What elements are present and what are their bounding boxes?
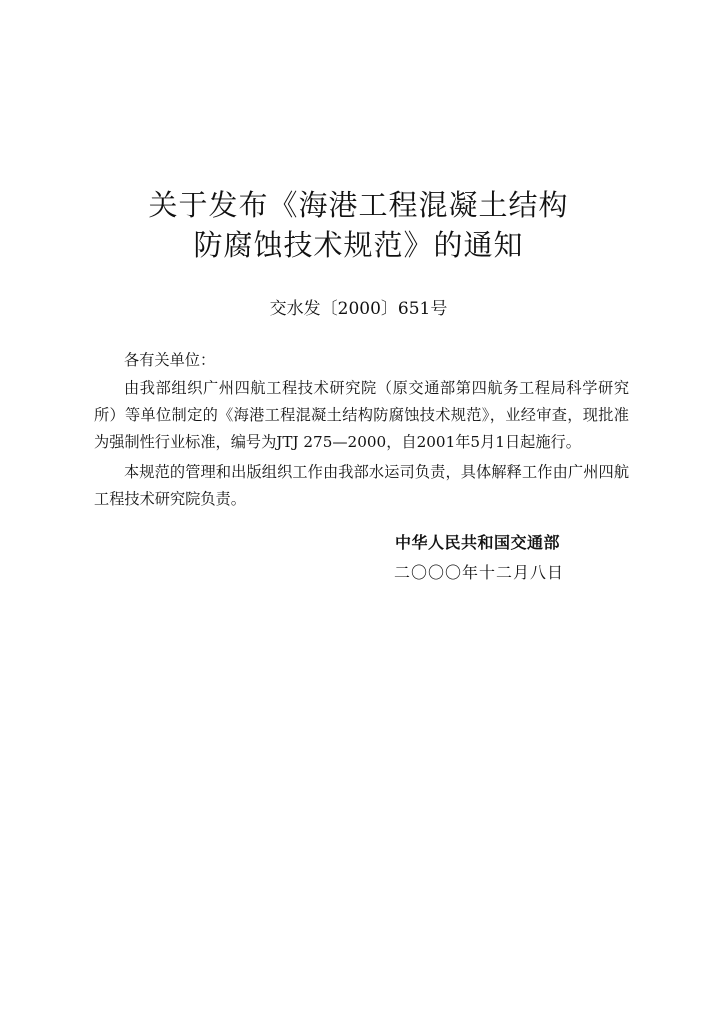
notice-title-line1: 关于发布《海港工程混凝土结构 <box>148 188 569 222</box>
paragraph-2: 本规范的管理和出版组织工作由我部水运司负责，具体解释工作由广州四航工程技术研究院负责。 <box>94 463 629 508</box>
paragraph-1-container <box>94 375 629 456</box>
paragraph-2-container <box>94 459 629 513</box>
document-number: 交水发〔2000〕651号 <box>269 299 448 319</box>
paragraph-1: 由我部组织广州四航工程技术研究院（原交通部第四航务工程局科学研究所）等单位制定的《海港工程混凝土结构防腐蚀技术规范》，业经审查，现批准为强制性行业标准，编号为JTJ 275—2000，自2001年5月1日起施行。 <box>94 379 629 451</box>
notice-title-line2: 防腐蚀技术规范》的通知 <box>193 228 524 262</box>
salutation: 各有关单位： <box>124 351 216 369</box>
issuer-name: 中华人民共和国交通部 <box>395 533 561 552</box>
issue-date: 二〇〇〇年十二月八日 <box>394 563 565 582</box>
